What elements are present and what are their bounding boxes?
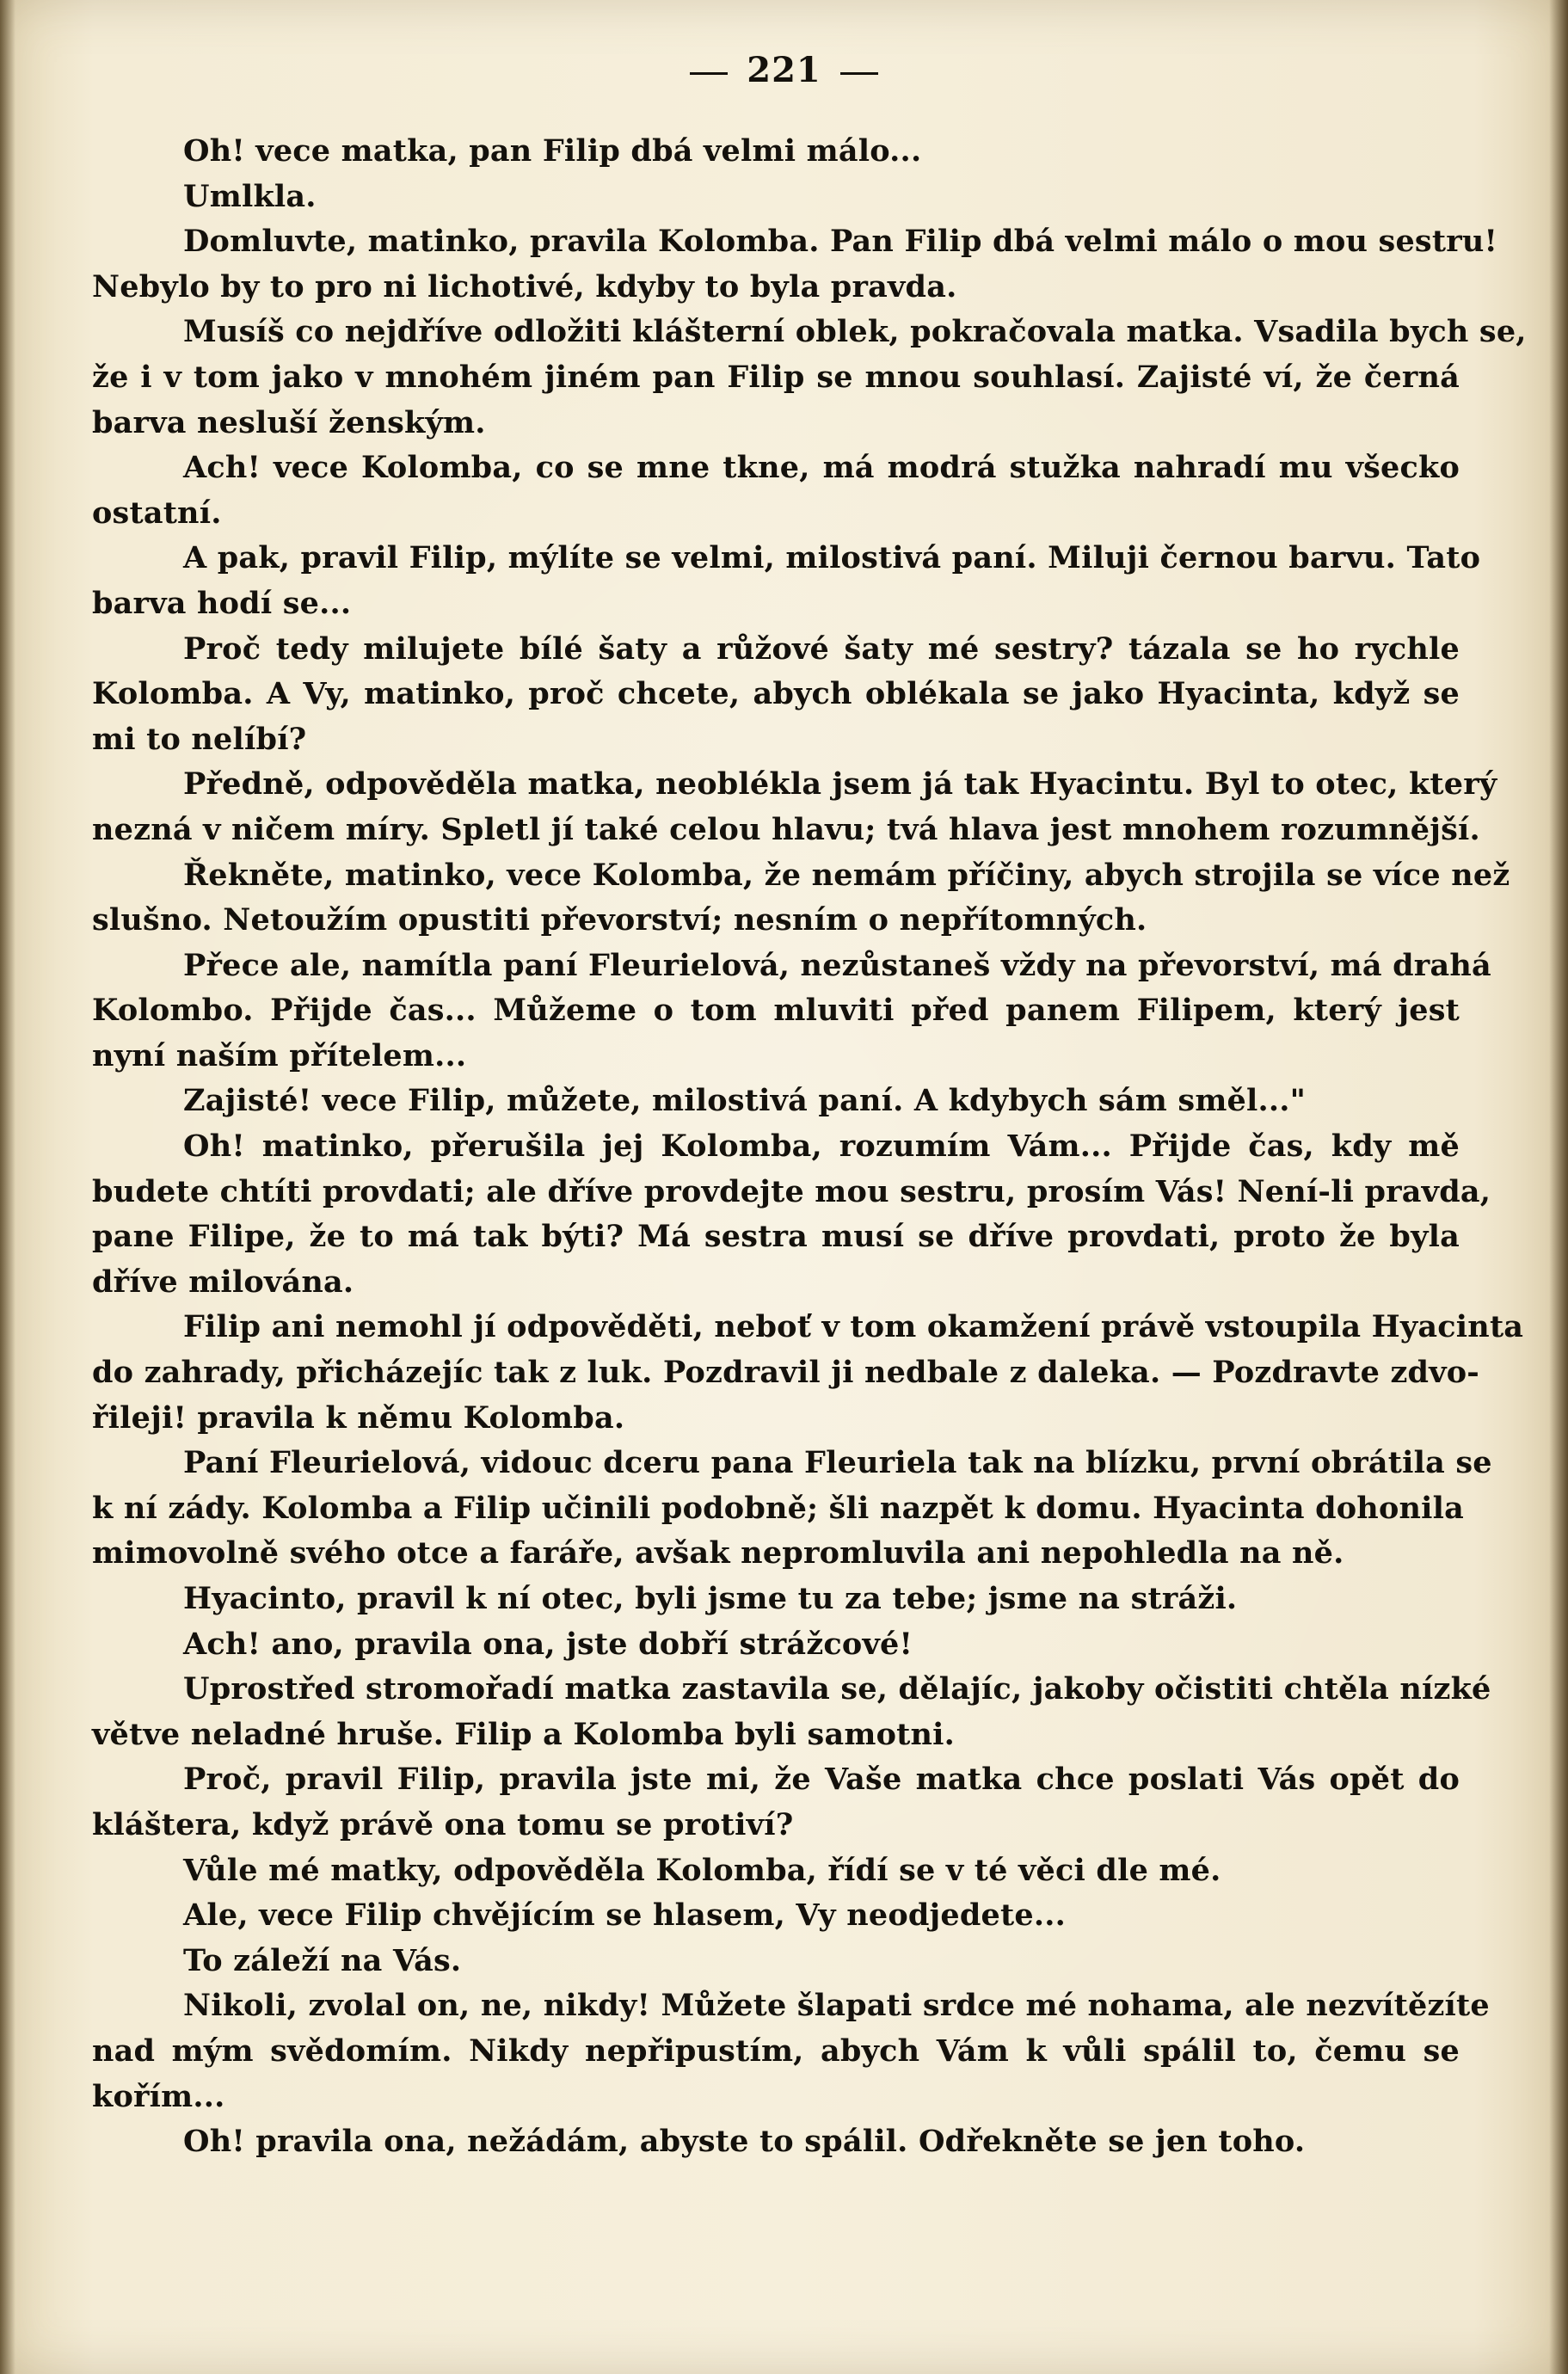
text-line: Řekněte, matinko, vece Kolomba, že nemám příčiny, abych strojila se více než	[183, 857, 1510, 893]
text-line: Umlkla.	[183, 178, 317, 214]
text-line: Zajisté! vece Filip, můžete, milostivá paní. A kdybych sám směl..."	[183, 1083, 1307, 1119]
text-line: slušno. Netoužím opustiti převorství; nesním o nepřítomných.	[92, 902, 1147, 938]
header-dash-right	[840, 72, 878, 75]
text-line: Proč tedy milujete bílé šaty a růžové šaty mé sestry? tázala se ho rychle	[183, 630, 1460, 667]
text-line: pane Filipe, že to má tak býti? Má sestra musí se dříve provdati, proto že byla	[92, 1219, 1460, 1255]
text-line: Předně, odpověděla matka, neoblékla jsem já tak Hyacintu. Byl to otec, který	[183, 766, 1497, 803]
text-line: kořím...	[92, 2078, 225, 2114]
text-line: ostatní.	[92, 495, 222, 531]
text-line: To záleží na Vás.	[183, 1942, 462, 1978]
text-line: Nikoli, zvolal on, ne, nikdy! Můžete šlapati srdce mé nohama, ale nezvítězíte	[183, 1988, 1490, 2024]
text-line: budete chtíti provdati; ale dříve provdejte mou sestru, prosím Vás! Není-li pravda,	[92, 1173, 1491, 1209]
text-line: mimovolně svého otce a faráře, avšak nepromluvila ani nepohledla na ně.	[92, 1535, 1344, 1571]
text-line: k ní zády. Kolomba a Filip učinili podobně; šli nazpět k domu. Hyacinta dohonila	[92, 1490, 1465, 1526]
page-number-header	[0, 50, 1568, 90]
text-line: řileji! pravila k němu Kolomba.	[92, 1399, 625, 1436]
text-line: barva nesluší ženským.	[92, 404, 486, 440]
text-line: nyní naším přítelem...	[92, 1037, 467, 1073]
text-line: Přece ale, namítla paní Fleurielová, nezůstaneš vždy na převorství, má drahá	[183, 947, 1491, 983]
text-line: nezná v ničem míry. Spletl jí také celou hlavu; tvá hlava jest mnohem rozumnější.	[92, 811, 1480, 847]
text-line: Domluvte, matinko, pravila Kolomba. Pan Filip dbá velmi málo o mou sestru!	[183, 224, 1498, 260]
text-line: Musíš co nejdříve odložiti klášterní oblek, pokračovala matka. Vsadila bych se,	[183, 314, 1527, 350]
text-line: Filip ani nemohl jí odpověděti, neboť v tom okamžení právě vstoupila Hyacinta	[183, 1309, 1524, 1345]
text-line: Paní Fleurielová, vidouc dceru pana Fleuriela tak na blízku, první obrátila se	[183, 1445, 1492, 1481]
text-line: Ach! vece Kolomba, co se mne tkne, má modrá stužka nahradí mu všecko	[183, 450, 1460, 486]
text-line: Vůle mé matky, odpověděla Kolomba, řídí se v té věci dle mé.	[183, 1852, 1221, 1888]
text-line: dříve milována.	[92, 1264, 354, 1300]
text-line: Kolombo. Přijde čas... Můžeme o tom mluviti před panem Filipem, který jest	[92, 993, 1460, 1029]
text-line: Ach! ano, pravila ona, jste dobří strážcové!	[183, 1626, 913, 1662]
text-line: Hyacinto, pravil k ní otec, byli jsme tu za tebe; jsme na stráži.	[183, 1581, 1238, 1616]
text-line: do zahrady, přicházejíc tak z luk. Pozdravil ji nedbale z daleka. — Pozdravte zdvo-	[92, 1355, 1479, 1391]
text-line: že i v tom jako v mnohém jiném pan Filip se mnou souhlasí. Zajisté ví, že černá	[92, 359, 1460, 395]
text-line: Oh! matinko, přerušila jej Kolomba, rozumím Vám... Přijde čas, kdy mě	[183, 1129, 1460, 1165]
text-line: Ale, vece Filip chvějícím se hlasem, Vy neodjedete...	[183, 1897, 1067, 1934]
page-edge-shadow-right	[1549, 0, 1568, 2374]
header-dash-left	[690, 72, 728, 75]
text-line: kláštera, když právě ona tomu se protiví?	[92, 1806, 794, 1842]
text-line: barva hodí se...	[92, 585, 352, 621]
text-line: Nebylo by to pro ni lichotivé, kdyby to byla pravda.	[92, 268, 957, 304]
text-line: Uprostřed stromořadí matka zastavila se, dělajíc, jakoby očistiti chtěla nízké	[183, 1671, 1491, 1707]
text-line: mi to nelíbí?	[92, 721, 307, 757]
page-number: 221	[747, 50, 821, 90]
text-line: Oh! vece matka, pan Filip dbá velmi málo...	[183, 133, 922, 169]
text-line: A pak, pravil Filip, mýlíte se velmi, milostivá paní. Miluji černou barvu. Tato	[183, 540, 1481, 576]
text-line: větve neladné hruše. Filip a Kolomba byli samotni.	[92, 1716, 956, 1752]
page-edge-shadow-left	[0, 0, 15, 2374]
text-line: Proč, pravil Filip, pravila jste mi, že Vaše matka chce poslati Vás opět do	[183, 1762, 1460, 1798]
text-line: nad mým svědomím. Nikdy nepřipustím, abych Vám k vůli spálil to, čemu se	[92, 2033, 1460, 2069]
text-line: Kolomba. A Vy, matinko, proč chcete, abych oblékala se jako Hyacinta, když se	[92, 676, 1460, 712]
page-text-body	[92, 129, 1527, 2165]
text-line: Oh! pravila ona, nežádám, abyste to spálil. Odřekněte se jen toho.	[183, 2124, 1306, 2160]
